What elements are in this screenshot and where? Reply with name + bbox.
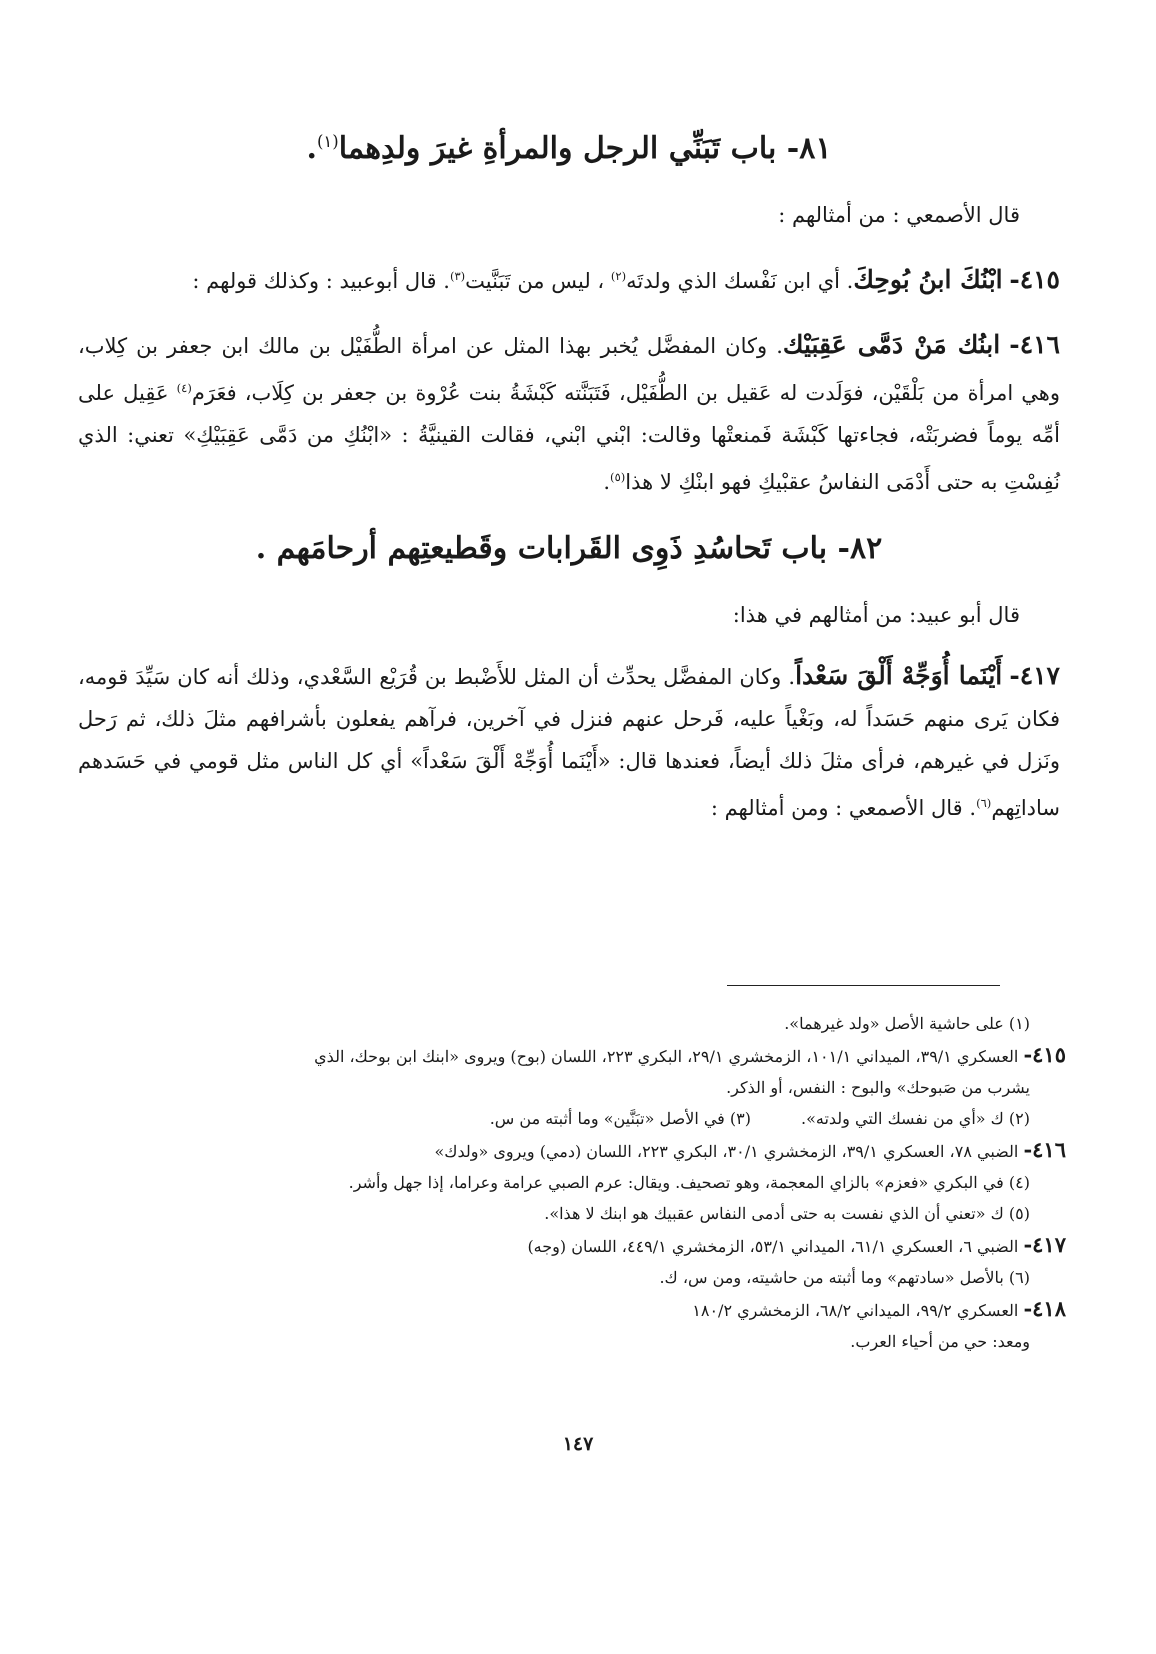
proverb-entry-417 bbox=[78, 655, 1060, 829]
entry-text: . وكان المفضَّل يحدِّث أن المثل للأَضْبط بن قُرَيْع السَّعْدي، وذلك أنه كان سَيِّدَ قومه، فكان يَرى منهم حَسَداً له، وبَغْياً عليه، فَرحل عنهم فنزل في آخرين، فرآهم يفعلون بأشرافهم مثلَ ذلك، ثم رَحل ونَزل في غيرهم، فرأى مثلَ ذلك أيضاً، فعندها قال: «أَيْنَما أُوَجِّهْ أَلْقَ سَعْداً» أي كل الناس مثل قومي في حَسَدهم ساداتِهم bbox=[78, 665, 1060, 820]
main-text-body bbox=[78, 118, 1060, 851]
entry-text: . قال أبوعبيد : وكذلك قولهم : bbox=[192, 269, 450, 293]
source-number: ٤١٦- bbox=[1023, 1137, 1066, 1162]
footnote-5: (٥) ك «تعني أن الذي نفست به حتى أدمى النفاس عقبيك هو ابنك لا هذا». bbox=[544, 1204, 1030, 1223]
chapter-82-heading bbox=[78, 525, 1060, 573]
proverb-number: ٤١٥- bbox=[1009, 265, 1060, 294]
entry-text: . أي ابن نَفْسك الذي ولدتَه bbox=[626, 269, 854, 293]
chapter-81-end: . bbox=[306, 131, 317, 166]
source-number: ٤١٧- bbox=[1023, 1232, 1066, 1257]
footnote-6: (٦) بالأصل «سادتهم» وما أثبته من حاشيته، ومن س، ك. bbox=[659, 1268, 1030, 1287]
entry-text: . bbox=[603, 470, 611, 494]
source-number: ٤١٨- bbox=[1023, 1296, 1066, 1321]
proverb-entry-416 bbox=[78, 324, 1060, 503]
chapter-82-title: ٨٢- باب تَحاسُدِ ذَوِى القَرابات وقَطيعتِهم أرحامَهم . bbox=[255, 531, 883, 566]
entry-text: . قال الأصمعي : ومن أمثالهم : bbox=[710, 796, 977, 820]
source-text: العسكري ٣٩/١، الميداني ١٠١/١، الزمخشري ٢٩/١، البكري ٢٢٣، اللسان (بوح) ويروى «ابنك ابن بوحك، الذي bbox=[314, 1047, 1024, 1066]
footnote-ref: (٤) bbox=[176, 381, 192, 395]
chapter-81-intro: قال الأصمعي : من أمثالهم : bbox=[778, 203, 1020, 227]
proverb-text: أَيْنَما أُوَجِّهْ أَلْقَ سَعْداً bbox=[795, 661, 1003, 690]
proverb-text: ابْنُكَ ابنُ بُوحِكَ bbox=[853, 265, 1003, 294]
footnote-ref: (٥) bbox=[610, 470, 626, 484]
source-number: ٤١٥- bbox=[1023, 1042, 1066, 1067]
chapter-81-title: ٨١- باب تَبَنِّي الرجل والمرأةِ غيرَ ولدِهما bbox=[338, 131, 832, 166]
source-text: الضبي ٧٨، العسكري ٣٩/١، الزمخشري ٣٠/١، البكري ٢٢٣، اللسان (دمي) ويروى «ولدك» bbox=[434, 1142, 1024, 1161]
proverb-text: ابنُك مَنْ دَمَّى عَقِبَيْك bbox=[782, 330, 1001, 359]
source-text: الضبي ٦، العسكري ٦١/١، الميداني ٥٣/١، الزمخشري ٤٤٩/١، اللسان (وجه) bbox=[527, 1237, 1024, 1256]
footnote-4: (٤) في البكري «فعزم» بالزاي المعجمة، وهو تصحيف. ويقال: عرم الصبي عرامة وعراما، إذا جهل وأشر. bbox=[348, 1173, 1030, 1192]
proverb-number: ٤١٧- bbox=[1009, 661, 1060, 690]
entry-text: . وكان المفضَّل يُخبر بهذا المثل عن امرأة الطُّفَيْل بن مالك ابن جعفر بن كِلاب، وهي امرأة من بَلْقَيْن، فوَلَدت له عَقيل بن الطُّفَيْل، فَتَبَنَّته كَبْشَةُ بنت عُرْوة بن جعفر بن كِلَاب، فعَرَم bbox=[78, 334, 1061, 405]
footnote-3: (٣) في الأصل «تبَنَّين» وما أثبته من س. bbox=[489, 1109, 751, 1128]
source-note-416 bbox=[70, 1136, 1066, 1166]
source-note-415 bbox=[70, 1041, 1066, 1071]
footnote-2: (٢) ك «أي من نفسك التي ولدته». bbox=[801, 1109, 1030, 1128]
footnotes-2-3 bbox=[70, 1105, 1066, 1133]
source-note-418 bbox=[70, 1295, 1066, 1325]
footnote-ref: (٢) bbox=[610, 269, 627, 283]
footnote-divider bbox=[727, 985, 1000, 986]
proverb-number: ٤١٦- bbox=[1009, 330, 1060, 359]
source-note-415-cont: يشرب من صَبوحك» والبوح : النفس، أو الذكر. bbox=[726, 1078, 1030, 1097]
entry-text: ، ليس من تَبَنَّيت bbox=[465, 269, 611, 293]
chapter-81-heading bbox=[78, 118, 1060, 173]
footnote-ref: (٣) bbox=[449, 269, 466, 283]
proverb-entry-415 bbox=[78, 255, 1060, 302]
footnote-ref: (٦) bbox=[976, 796, 992, 810]
footnote-1: (١) على حاشية الأصل «ولد غيرهما». bbox=[784, 1014, 1030, 1033]
chapter-81-note-ref: (١) bbox=[316, 132, 339, 151]
source-note-417 bbox=[70, 1231, 1066, 1261]
source-note-418-cont: ومعد: حي من أحياء العرب. bbox=[850, 1332, 1030, 1351]
footnotes-section bbox=[70, 1010, 1066, 1359]
chapter-82-intro: قال أبو عبيد: من أمثالهم في هذا: bbox=[732, 603, 1020, 627]
source-text: العسكري ٩٩/٢، الميداني ٦٨/٢، الزمخشري ١٨٠/٢ bbox=[692, 1301, 1024, 1320]
entry-text: عَقِيل على أمِّه يوماً فضربَتْه، فجاءتها كَبْشَة فَمنعتْها وقالت: ابْني ابْني، فقالت القينيَّةُ : «ابْنُكِ من دَمَّى عَقِبَيْكِ» تعني: الذي نُفِسْتِ به حتى أَدْمَى النفاسُ عقبْيكِ فهو ابنْكِ لا هذا bbox=[78, 381, 1060, 494]
page-number: ١٤٧ bbox=[562, 1433, 594, 1455]
